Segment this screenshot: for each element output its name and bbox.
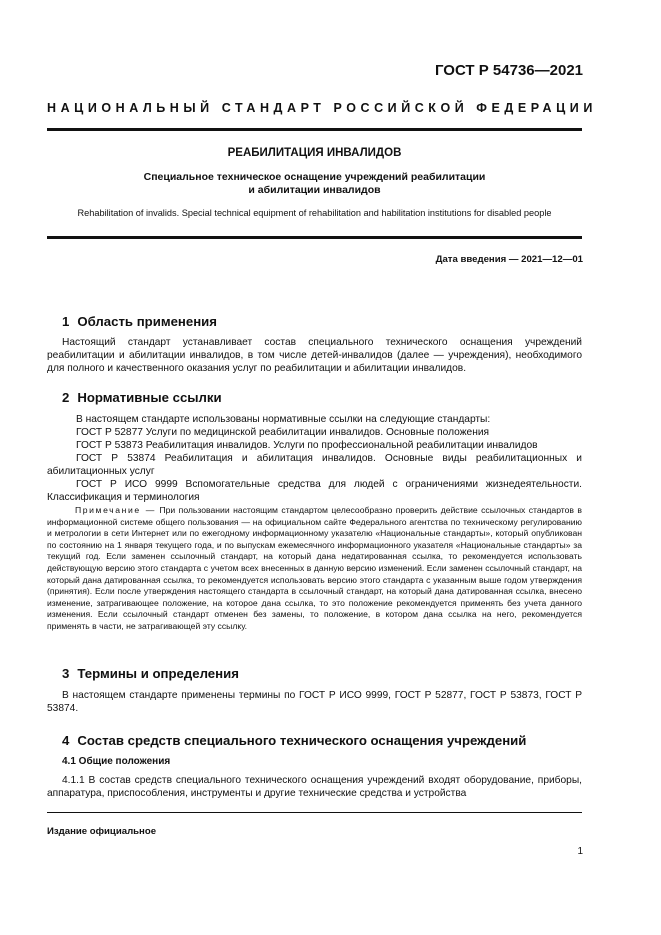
- reference-item: [47, 426, 582, 439]
- section-3-text: [47, 689, 582, 715]
- section-4-heading: [62, 733, 526, 748]
- paragraph-text: 4.1.1 В состав средств специального технического оснащения учреждений входят оборудование, приборы, аппаратура, приспособления, инструменты и другие технические средства и устройства: [47, 775, 582, 799]
- standard-subtitle: [47, 171, 582, 197]
- national-standard-banner: НАЦИОНАЛЬНЫЙ СТАНДАРТ РОССИЙСКОЙ ФЕДЕРАЦИИ: [47, 101, 597, 115]
- section-number: 3: [62, 666, 70, 681]
- reference-item: [47, 439, 582, 452]
- standard-title: РЕАБИЛИТАЦИЯ ИНВАЛИДОВ: [227, 147, 402, 159]
- paragraph-text: В настоящем стандарте применены термины по ГОСТ Р ИСО 9999, ГОСТ Р 52877, ГОСТ Р 53873, ГОСТ Р 53874.: [47, 690, 582, 714]
- section-title: Состав средств специального технического оснащения учреждений: [77, 733, 527, 748]
- footer-rule: [47, 812, 582, 813]
- reference-item: [47, 452, 582, 478]
- reference-text: ГОСТ Р 53874 Реабилитация и абилитация инвалидов. Основные виды реабилитационных и абилитационных услуг: [47, 453, 582, 477]
- note-text: При пользовании настоящим стандартом целесообразно проверить действие ссылочных стандартов в информационной системе общего пользования — на официальном сайте Федерального агентства по техническому регулированию и метрологии в сети Интернет или по ежегодному информационному указателю «Национальные стандарты», который опубликован по состоянию на 1 января текущего года, и по выпускам ежемесячного информационного указателя «Национальные стандарты» за текущий год. Если заменен ссылочный стандарт, на который дана недатированная ссылка, то рекомендуется использовать действующую версию этого стандарта с учетом всех внесенных в данную версию изменений. Если заменен ссылочный стандарт, на который дана датированная ссылка, то рекомендуется использовать версию этого стандарта с указанным выше годом утверждения (принятия). Если после утверждения настоящего стандарта в ссылочный стандарт, на который дана датированная ссылка, внесено изменение, затрагивающее положение, на которое дана ссылка, то это положение рекомендуется применять без учета данного изменения. Если ссылочный стандарт отменен без замены, то положение, в котором дана ссылка на него, рекомендуется применять в части, не затрагивающей эту ссылку.: [47, 505, 582, 631]
- section-number: 2: [62, 390, 70, 405]
- bottom-rule: [47, 236, 582, 239]
- section-title: Нормативные ссылки: [77, 390, 222, 405]
- references-intro: [47, 413, 582, 426]
- subtitle-line-2: и абилитации инвалидов: [248, 184, 381, 196]
- page-number: 1: [577, 846, 583, 857]
- reference-item: [47, 478, 582, 504]
- english-title: Rehabilitation of invalids. Special technical equipment of rehabilitation and habilitation institutions for disabled people: [77, 208, 552, 218]
- section-3-heading: [62, 666, 239, 681]
- reference-text: ГОСТ Р ИСО 9999 Вспомогательные средства для людей с ограничениями жизнедеятельности. Классификация и терминология: [47, 479, 582, 503]
- edition-label: Издание официальное: [47, 826, 157, 837]
- normative-references: [47, 413, 582, 504]
- document-number: ГОСТ Р 54736—2021: [434, 62, 583, 79]
- reference-text: ГОСТ Р 53873 Реабилитация инвалидов. Услуги по профессиональной реабилитации инвалидов: [76, 440, 538, 451]
- intro-text: В настоящем стандарте использованы нормативные ссылки на следующие стандарты:: [76, 414, 491, 425]
- paragraph-text: Настоящий стандарт устанавливает состав специального технического оснащения учреждений реабилитации и абилитации инвалидов, в том числе детей-инвалидов (далее — учреждения), необходимого для полного и качественного оказания услуг по реабилитации и абилитации инвалидов.: [47, 337, 582, 374]
- references-note: [47, 505, 582, 633]
- introduction-date: Дата введения — 2021—12—01: [435, 254, 583, 265]
- section-1-heading: [62, 314, 217, 329]
- section-title: Область применения: [77, 314, 217, 329]
- section-1-text: [47, 336, 582, 375]
- section-number: 4: [62, 733, 70, 748]
- note-label: Примечание —: [75, 505, 156, 515]
- section-number: 1: [62, 314, 70, 329]
- subsection-4-1-heading: 4.1 Общие положения: [62, 756, 171, 767]
- subtitle-line-1: Специальное техническое оснащение учреждений реабилитации: [143, 171, 486, 183]
- section-title: Термины и определения: [77, 666, 239, 681]
- section-2-heading: [62, 390, 222, 405]
- top-rule: [47, 128, 582, 131]
- section-4-text: [47, 774, 582, 800]
- reference-text: ГОСТ Р 52877 Услуги по медицинской реабилитации инвалидов. Основные положения: [76, 427, 490, 438]
